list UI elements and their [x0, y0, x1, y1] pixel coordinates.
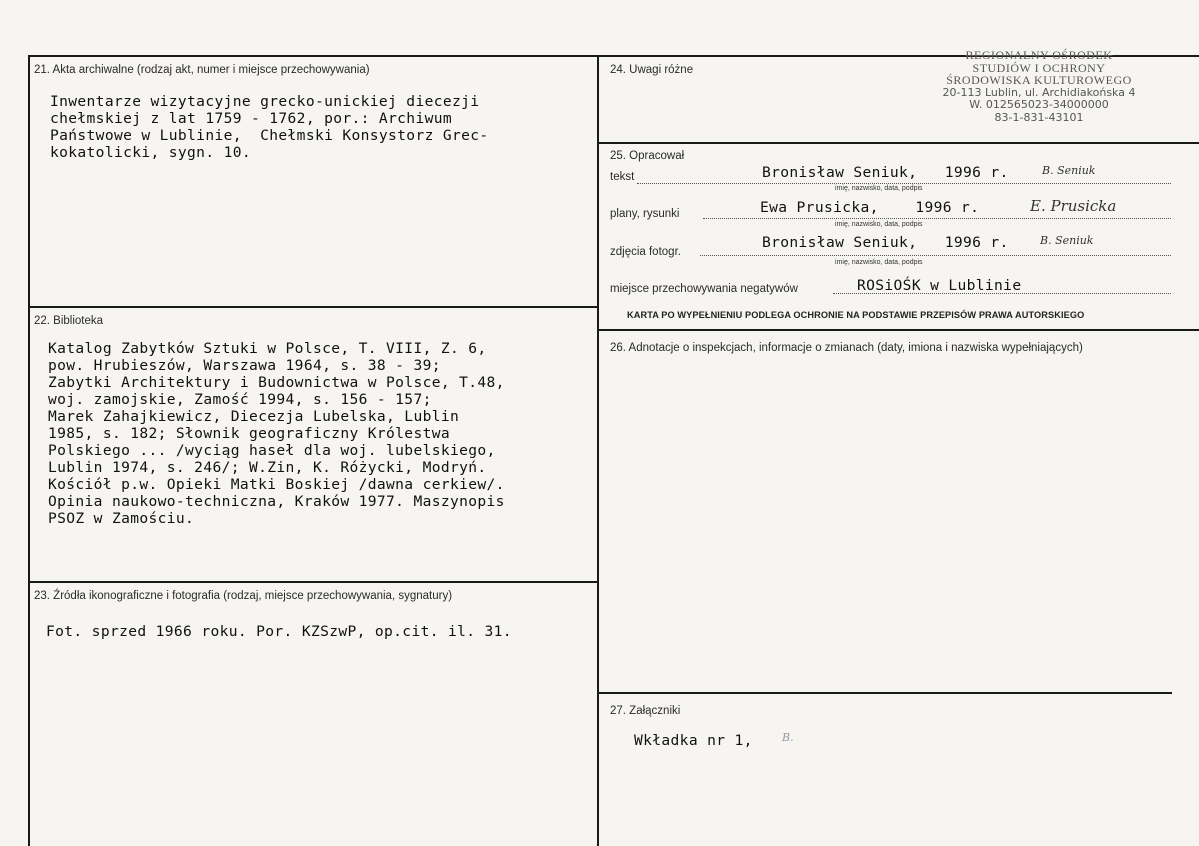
center-divider — [597, 55, 599, 846]
tekst-label: tekst — [610, 171, 635, 183]
negatywy-label: miejsce przechowywania negatywów — [610, 283, 798, 295]
section-22-line: 1985, s. 182; Słownik geograficzny Królestwa — [48, 425, 450, 442]
zdjecia-caption: imię, nazwisko, data, podpis — [835, 259, 923, 266]
plany-label: plany, rysunki — [610, 208, 680, 220]
section-22-label: 22. Biblioteka — [34, 315, 104, 327]
tekst-dotted-line — [637, 183, 1171, 184]
divider-21-22 — [28, 306, 598, 308]
section-22-line: Katalog Zabytków Sztuki w Polsce, T. VIII, Z. 6, — [48, 340, 487, 357]
stamp-line: REGIONALNY OŚRODEK — [965, 48, 1113, 62]
divider-22-23 — [28, 581, 598, 583]
section-22-line: PSOZ w Zamościu. — [48, 510, 195, 527]
stamp-line: STUDIÓW I OCHRONY — [972, 60, 1106, 75]
section-24-label: 24. Uwagi różne — [610, 64, 694, 76]
zdjecia-label: zdjęcia fotogr. — [610, 246, 681, 258]
section-23-text: Fot. sprzed 1966 roku. Por. KZSzwP, op.cit. il. 31. — [46, 623, 512, 640]
section-26-label: 26. Adnotacje o inspekcjach, informacje o zmianach (daty, imiona i nazwiska wypełniających) — [610, 342, 1083, 354]
stamp-line: W. 012565023-34000000 — [969, 98, 1109, 111]
section-27-signature: B. — [782, 731, 794, 744]
section-21-line: chełmskiej z lat 1759 - 1762, por.: Archiwum — [50, 110, 452, 127]
negatywy-value: ROSiOŚK w Lublinie — [857, 277, 1022, 294]
zdjecia-dotted-line — [700, 255, 1171, 256]
stamp-line: 83-1-831-43101 — [994, 110, 1084, 124]
section-22-line: Kościół p.w. Opieki Matki Boskiej /dawna cerkiew/. — [48, 476, 505, 493]
left-border — [28, 55, 30, 846]
zdjecia-signature: B. Seniuk — [1040, 234, 1094, 247]
tekst-caption: imię, nazwisko, data, podpis — [835, 185, 923, 192]
section-22-line: Marek Zahajkiewicz, Diecezja Lubelska, Lublin — [48, 408, 460, 425]
section-22-line: Lublin 1974, s. 246/; W.Zin, K. Różycki, Modryń. — [48, 459, 487, 476]
zdjecia-value: Bronisław Seniuk, 1996 r. — [762, 234, 1009, 251]
tekst-signature: B. Seniuk — [1042, 164, 1096, 177]
stamp-line: ŚRODOWISKA KULTUROWEGO — [946, 73, 1132, 87]
section-27-value: Wkładka nr 1, — [634, 732, 753, 749]
section-22-line: pow. Hrubieszów, Warszawa 1964, s. 38 - 39; — [48, 357, 441, 374]
plany-value: Ewa Prusicka, 1996 r. — [760, 199, 980, 216]
section-22-line: Zabytki Architektury i Budownictwa w Polsce, T.48, — [48, 374, 505, 391]
section-21-line: kokatolicki, sygn. 10. — [50, 144, 251, 161]
institution-stamp — [920, 49, 1158, 124]
divider-24-25 — [598, 142, 1199, 144]
plany-caption: imię, nazwisko, data, podpis — [835, 221, 923, 228]
stamp-line: 20-113 Lublin, ul. Archidiakońska 4 — [942, 85, 1136, 99]
section-27-label: 27. Załączniki — [610, 705, 681, 717]
section-22-line: Opinia naukowo-techniczna, Kraków 1977. Maszynopis — [48, 493, 505, 510]
plany-signature: E. Prusicka — [1030, 197, 1117, 215]
plany-dotted-line — [703, 218, 1171, 219]
section-21-line: Państwowe w Lublinie, Chełmski Konsystorz Grec- — [50, 127, 489, 144]
section-25-label: 25. Opracował — [610, 150, 685, 162]
divider-26-27 — [598, 692, 1172, 694]
section-22-line: woj. zamojskie, Zamość 1994, s. 156 - 157; — [48, 391, 432, 408]
section-23-label: 23. Źródła ikonograficzne i fotografia (rodzaj, miejsce przechowywania, sygnatury) — [34, 590, 453, 602]
section-21-line: Inwentarze wizytacyjne grecko-unickiej diecezji — [50, 93, 480, 110]
section-22-line: Polskiego ... /wyciąg haseł dla woj. lubelskiego, — [48, 442, 496, 459]
divider-25-26 — [598, 329, 1199, 331]
section-21-label: 21. Akta archiwalne (rodzaj akt, numer i miejsce przechowywania) — [34, 64, 370, 76]
copyright-notice: KARTA PO WYPEŁNIENIU PODLEGA OCHRONIE NA PODSTAWIE PRZEPISÓW PRAWA AUTORSKIEGO — [627, 310, 1085, 320]
tekst-value: Bronisław Seniuk, 1996 r. — [762, 164, 1009, 181]
